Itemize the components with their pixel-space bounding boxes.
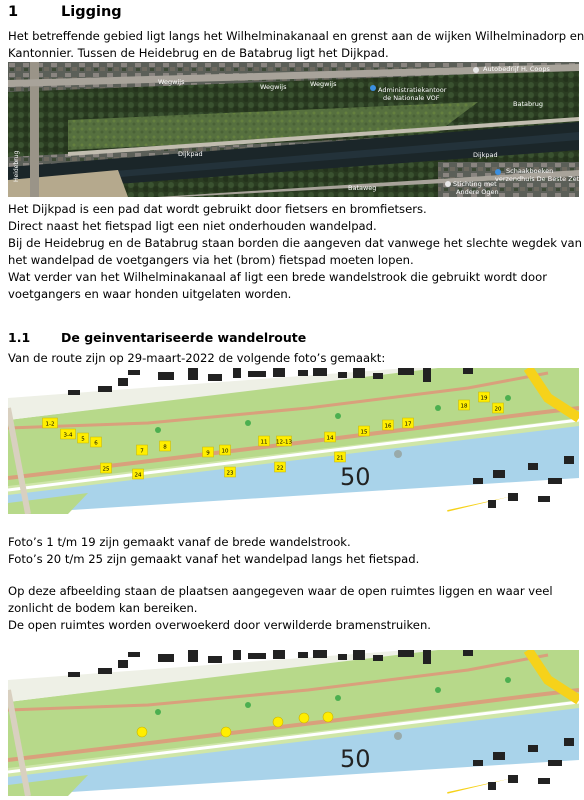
road-label: Wegwijs (310, 80, 337, 88)
section-title: Ligging (61, 4, 122, 20)
photo-marker-label: 17 (404, 421, 412, 428)
open-space-marker (323, 712, 333, 722)
road-label: Bataweg (348, 184, 377, 192)
photo-marker (78, 433, 89, 443)
photo-marker (91, 437, 102, 447)
open-space-marker (299, 713, 309, 723)
photo-marker-label: 18 (460, 403, 468, 410)
photo-marker (403, 418, 414, 428)
photo-marker-label: 16 (384, 423, 392, 430)
intro-line: Kantonnier. Tussen de Heidebrug en de Batabrug ligt het Dijkpad. (8, 46, 389, 60)
photo-marker (276, 436, 292, 446)
photo-marker-label: 19 (480, 395, 488, 402)
section-number: 1 (8, 4, 19, 20)
road-number: 50 (340, 463, 371, 491)
section-heading (8, 4, 122, 20)
photo-marker-label: 25 (102, 466, 110, 473)
route-intro: Van de route zijn op 29-maart-2022 de volgende foto’s gemaakt: (8, 351, 386, 365)
foto-line: Foto’s 1 t/m 19 zijn gemaakt vanaf de brede wandelstrook. (8, 535, 351, 549)
photo-marker (325, 432, 336, 442)
photo-marker (220, 445, 231, 455)
photo-marker-label: 20 (494, 406, 502, 413)
photo-marker (101, 463, 112, 473)
road-label: Wegwijs (158, 78, 185, 86)
road-label: Heidebrug (13, 150, 20, 182)
photo-marker-label: 14 (326, 435, 334, 442)
photo-marker (275, 462, 286, 472)
poi-stichting-line2: Andere Ogen (456, 188, 499, 196)
open-space-marker (221, 727, 231, 737)
poi-stichting-line1: Stichting met (453, 180, 497, 188)
photo-marker-label: 10 (221, 448, 229, 455)
photo-marker (479, 392, 490, 402)
open-space-marker (137, 727, 147, 737)
photo-marker (225, 467, 236, 477)
photo-marker (137, 445, 148, 455)
road-label: Dijkpad (473, 151, 498, 159)
desc-line: voetgangers en waar honden uitgelaten worden. (8, 287, 292, 301)
photo-marker-label: 1-2 (45, 421, 55, 428)
subsection-number: 1.1 (8, 330, 31, 345)
photo-marker (203, 447, 214, 457)
poi-autobedrijf: Autobedrijf H. Coops (483, 65, 550, 73)
photo-marker-label: 15 (360, 429, 368, 436)
road-label: Wegwijs (260, 83, 287, 91)
desc-line: Wat verder van het Wilhelminakanaal af ligt een brede wandelstrook die gebruikt wordt door (8, 270, 547, 284)
photo-marker-label: 23 (226, 470, 234, 477)
poi-schaak-line1: Schaakboeken (506, 167, 554, 175)
photo-marker-label: 3-4 (63, 432, 73, 439)
foto-paragraph (8, 534, 580, 568)
foto-line: Foto’s 20 t/m 25 zijn gemaakt vanaf het wandelpad langs het fietspad. (8, 552, 420, 566)
aerial-photo (8, 62, 579, 197)
road-label: Batabrug (513, 100, 544, 108)
photo-marker-label: 7 (140, 448, 144, 455)
poi-schaak-line2: verzendhuis De Beste Zet (495, 175, 579, 183)
photo-marker (133, 469, 144, 479)
photo-marker-label: 22 (276, 465, 284, 472)
desc-line: Het Dijkpad is een pad dat wordt gebruikt door fietsers en bromfietsers. (8, 202, 427, 216)
intro-line: Het betreffende gebied ligt langs het Wilhelminakanaal en grenst aan de wijken Wilhelminadorp en (8, 29, 584, 43)
open-line: De open ruimtes worden overwoekerd door verwilderde bramenstruiken. (8, 618, 431, 632)
desc-line: Direct naast het fietspad ligt een niet onderhouden wandelpad. (8, 219, 377, 233)
photo-marker (359, 426, 370, 436)
open-line: Op deze afbeelding staan de plaatsen aangegeven waar de open ruimtes liggen en waar veel (8, 584, 553, 598)
photo-marker (493, 403, 504, 413)
desc-line: het wandelpad de voetgangers via het (brom) fietspad moeten lopen. (8, 253, 414, 267)
photo-marker (383, 420, 394, 430)
open-line: zonlicht de bodem kan bereiken. (8, 601, 198, 615)
photo-marker-label: 21 (336, 455, 344, 462)
photo-marker-label: 5 (81, 436, 85, 443)
desc-line: Bij de Heidebrug en de Batabrug staan borden die aangeven dat vanwege het slechte wegdek van (8, 236, 582, 250)
subsection-title: De geinventariseerde wandelroute (61, 330, 307, 345)
route-map-open-spaces (8, 650, 579, 796)
intro-paragraph (8, 28, 584, 62)
photo-marker (43, 418, 58, 428)
open-space-marker (273, 717, 283, 727)
photo-marker-label: 6 (94, 440, 98, 447)
photo-marker (160, 441, 171, 451)
photo-marker (61, 429, 76, 439)
photo-marker (259, 436, 270, 446)
photo-marker-label: 9 (206, 450, 210, 457)
photo-marker-label: 11 (260, 439, 268, 446)
road-label: Dijkpad (178, 150, 203, 158)
open-spaces-paragraph (8, 583, 580, 634)
photo-marker-label: 12-13 (276, 439, 292, 446)
photo-marker (335, 452, 346, 462)
road-number: 50 (340, 745, 371, 773)
poi-admin-line2: de Nationale VOF (383, 94, 440, 102)
subsection-heading (8, 330, 306, 345)
description-paragraph (8, 201, 580, 303)
photo-marker (459, 400, 470, 410)
poi-admin-line1: Administratiekantoor (378, 86, 447, 94)
photo-marker-label: 8 (163, 444, 167, 451)
route-map-photos (8, 368, 579, 514)
photo-marker-label: 24 (134, 472, 142, 479)
